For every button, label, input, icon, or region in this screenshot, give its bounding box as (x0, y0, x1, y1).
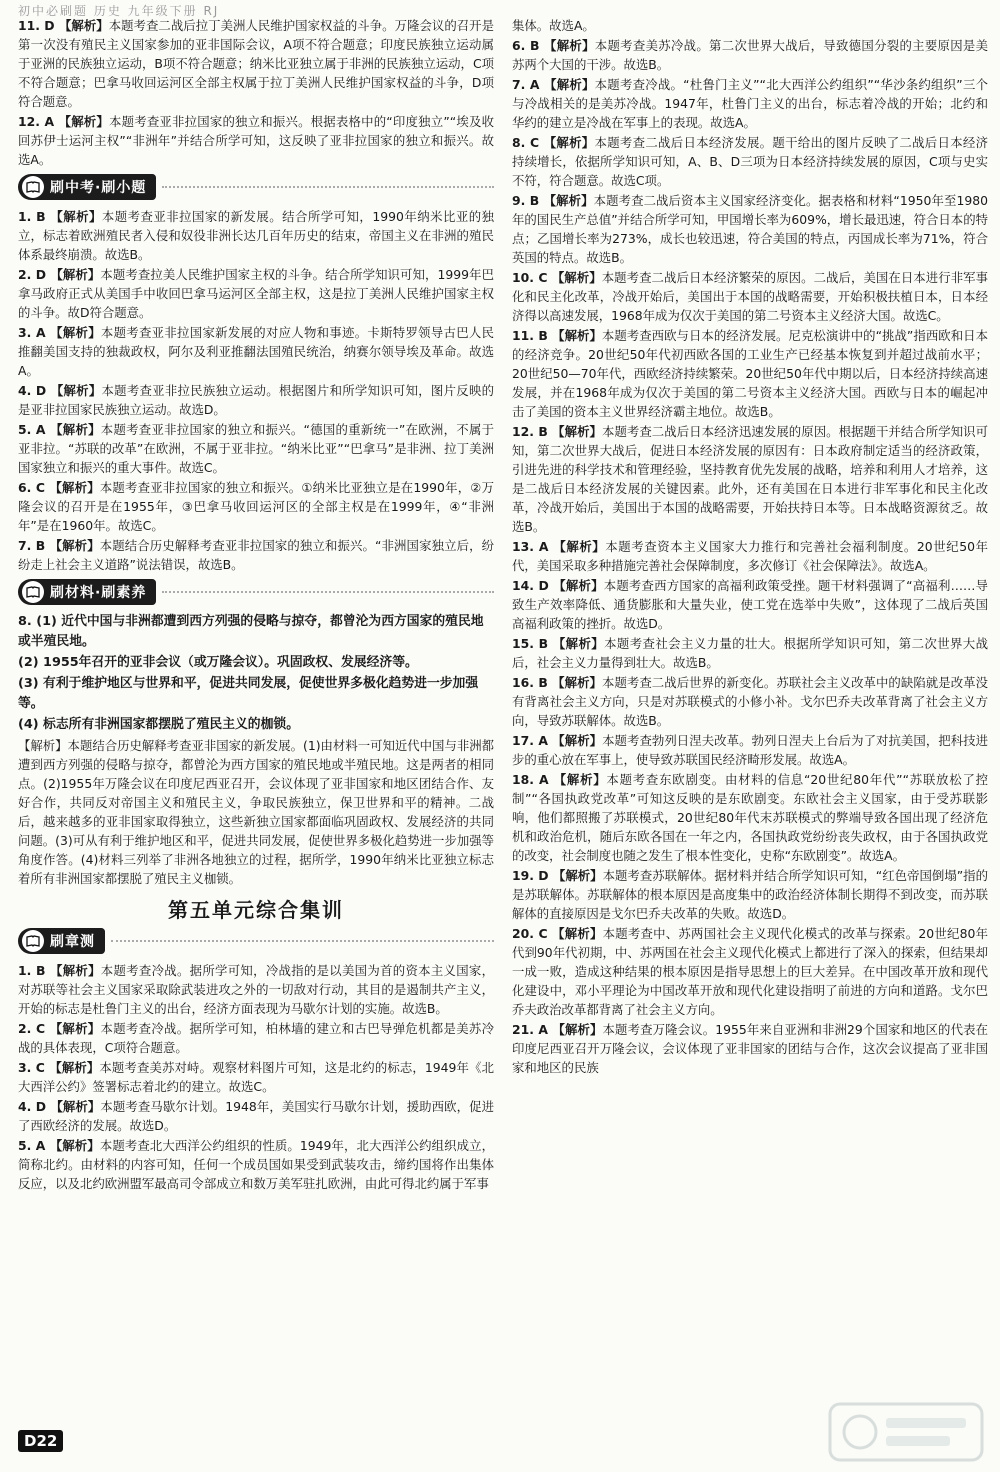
left-items-2 (18, 961, 494, 1193)
analysis-tag: 【解析】 (552, 733, 603, 748)
answer-item (18, 1097, 494, 1135)
answer-item (512, 422, 988, 536)
question-number: 16. B (512, 675, 553, 690)
analysis-tag: 【解析】 (553, 539, 606, 554)
banner-cailiao (18, 578, 494, 606)
explanation-text: 本题考查亚非拉国家的独立和振兴。“德国的重新统一”在欧洲，不属于亚非拉。“苏联的改革”在欧洲，不属于亚非拉。“纳米比亚”“巴拿马”是非洲、拉丁美洲国家独立和振兴的重大事件。故选C。 (18, 422, 495, 475)
answer-item (18, 536, 494, 574)
answer-item (18, 207, 494, 264)
answer-line: (2) 1955年召开的亚非会议（或万隆会议）。巩固政权、发展经济等。 (18, 655, 418, 670)
analysis-tag: 【解析】 (50, 1099, 101, 1114)
question-number: 4. D (18, 1099, 51, 1114)
question-number: 17. A (512, 733, 553, 748)
analysis-text: 【解析】本题结合历史解释考查亚非国家的新发展。(1)由材料一可知近代中国与非洲都遭到西方列强的侵略与掠夺，都曾沦为西方国家的殖民地或半殖民地。这是两者的相同点。(2)1955年万隆会议在印度尼西亚召开，会议体现了亚非国家和地区团结合作、友好合作，共同反对帝国主义和殖民主义，争取民族独立，保卫世界和平的精神。二战后，越来越多的亚非国家取得独立，这些新独立国家都面临巩固政权、发展经济的共同问题。(3)可从有利于维护地区和平，促进共同发展，促使世界多极化趋势进一步加强等角度作答。(4)材料三列举了非洲各地独立的过程，据所学，1990年纳米比亚独立标志着所有非洲国家都摆脱了殖民主义枷锁。 (18, 738, 495, 886)
banner-box (18, 928, 105, 954)
explanation-text: 本题考查二战后日本经济迅速发展的原因。根据题干并结合所学知识可知，第二次世界大战后，促进日本经济发展的原因有：日本政府制定适当的经济政策，引进先进的科学技术和管理经验，坚持教育优先发展的战略，培养和利用人才培养，这是二战后日本经济发展的关键因素。此外，还有美国在日本进行非军事化和民主化改革，冷战开始后，美国出于本国的战略需要，开始扶持日本等。日本战略资源贫乏。故选B。 (512, 424, 989, 534)
answer-line: (3) 有利于维护地区与世界和平，促进共同发展，促使世界多极化趋势进一步加强等。 (18, 676, 479, 711)
explanation-text: 本题考查社会主义力量的壮大。根据所学知识可知，第二次世界大战后，社会主义力量得到壮大。故选B。 (512, 636, 989, 670)
answer-item (512, 75, 988, 132)
answer-item (512, 731, 988, 769)
explanation-text: 集体。故选A。 (512, 18, 595, 33)
analysis-tag: 【解析】 (553, 578, 604, 593)
question-number: 2. C (18, 1021, 50, 1036)
analysis-tag: 【解析】 (552, 328, 602, 343)
answer-line: (4) 标志所有非洲国家都摆脱了殖民主义的枷锁。 (18, 717, 299, 732)
question-number: 1. B (18, 209, 51, 224)
analysis-tag: 【解析】 (544, 38, 595, 53)
explanation-text: 本题考查二战后日本经济发展。题干给出的图片反映了二战后日本经济持续增长，依据所学知识可知，A、B、D三项为日本经济持续发展的原因，C项与史实不符，符合题意。故选C项。 (512, 135, 989, 188)
question-number: 20. C (512, 926, 553, 941)
right-column (512, 16, 988, 1078)
answer-item (18, 112, 494, 169)
analysis-tag: 【解析】 (49, 1060, 100, 1075)
question-number: 12. B (512, 424, 553, 439)
analysis-tag: 【解析】 (50, 963, 101, 978)
question-number: 14. D (512, 578, 554, 593)
book-icon (22, 581, 44, 603)
analysis-tag: 【解析】 (49, 1138, 100, 1153)
question-number: 4. D (18, 383, 51, 398)
page-number: D22 (18, 1430, 63, 1452)
book-icon (22, 176, 44, 198)
answer-block (18, 612, 494, 735)
analysis-tag: 【解析】 (543, 135, 595, 150)
answer-item (18, 478, 494, 535)
analysis-tag: 【解析】 (58, 114, 110, 129)
question-number: 18. A (512, 772, 554, 787)
banner-zhangce (18, 927, 494, 955)
analysis-tag: 【解析】 (544, 77, 595, 92)
banner-zhongkao (18, 173, 494, 201)
explanation-text: 本题考查资本主义国家大力推行和完善社会福利制度。20世纪50年代，美国采取多种措施完善社会保障制度，多次修订《社会保障法》。故选A。 (512, 539, 988, 573)
answer-item (18, 1136, 494, 1193)
answer-item (18, 16, 494, 111)
explanation-text: 本题考查亚非拉国家新发展的对应人物和事迹。卡斯特罗领导古巴人民推翻美国支持的独裁政权，阿尔及利亚推翻法国殖民统治，纳赛尔领导埃及革命。故选A。 (18, 325, 495, 378)
answer-item (18, 265, 494, 322)
explanation-text: 本题考查二战后拉丁美洲人民维护国家权益的斗争。万隆会议的召开是第一次没有殖民主义国家参加的亚非国际会议，A项不符合题意；印度民族独立运动属于亚洲的民族独立运动，B项不符合题意；纳米比亚独立属于非洲的民族独立运动，C项不符合题意；巴拿马收回运河区全部主权属于拉丁美洲人民维护国家权益的斗争，D项符合题意。 (18, 18, 495, 109)
analysis-tag: 【解析】 (552, 675, 602, 690)
analysis-tag: 【解析】 (50, 383, 102, 398)
answer-item (512, 634, 988, 672)
analysis-tag: 【解析】 (551, 270, 602, 285)
explanation-text: 本题考查中、苏两国社会主义现代化模式的改革与探索。20世纪80年代到90年代初期，中、苏两国在社会主义现代化模式上都进行了深入的探索，但结果却一成一败，造成这种结果的根本原因是指导思想上的巨大差异。在中国改革开放和现代化建设中，邓小平理论为中国改革开放和现代化建设指明了前进的方向和道路。戈尔巴乔夫政治改革都背离了社会主义方向。 (512, 926, 989, 1017)
section-title: 第五单元综合集训 (168, 898, 344, 922)
page-header: 初中必刷题 历史 九年级下册 RJ (18, 4, 220, 18)
answer-item (18, 1019, 494, 1057)
answer-item (512, 770, 988, 865)
banner-label: 刷中考·刷小题 (50, 180, 147, 196)
explanation-text: 本题考查北大西洋公约组织的性质。1949年，北大西洋公约组织成立，简称北约。由材料的内容可知，任何一个成员国如果受到武装攻击，缔约国将作出集体反应，以及北约欧洲盟军最高司令部成立和数万美军驻扎欧洲，由此可得北约属于军事 (18, 1138, 495, 1191)
explanation-text: 本题考查西欧与日本的经济发展。尼克松演讲中的“挑战”指西欧和日本的经济竞争。20世纪50年代初西欧各国的工业生产已经基本恢复到并超过战前水平；20世纪50—70年代，西欧经济持续繁荣。20世纪50年代中期以后，日本经济持续高速发展，并在1968年成为仅次于美国的第二号资本主义经济大国。西欧与日本的崛起冲击了美国的资本主义世界经济霸主地位。故选B。 (512, 328, 988, 419)
explanation-text: 本题考查冷战。“杜鲁门主义”“北大西洋公约组织”“华沙条约组织”三个与冷战相关的是美苏冷战。1947年，杜鲁门主义的出台，标志着冷战的开始；北约和华约的建立是冷战在军事上的表现。故选A。 (512, 77, 989, 130)
question-number: 13. A (512, 539, 554, 554)
analysis-tag: 【解析】 (552, 926, 603, 941)
explanation-text: 本题考查冷战。据所学可知，柏林墙的建立和古巴导弹危机都是美苏冷战的具体表现，C项符合题意。 (18, 1021, 495, 1055)
explanation-text: 本题考查勃列日涅夫改革。勃列日涅夫上台后为了对抗美国，把科技进步的重心放在军事上，使导致苏联国民经济畸形发展。故选A。 (512, 733, 989, 767)
banner-divider (162, 186, 494, 188)
left-items-1 (18, 207, 494, 574)
explanation-text: 本题考查拉美人民维护国家主权的斗争。结合所学知识可知，1999年巴拿马政府正式从美国手中收回巴拿马运河区全部主权，这是拉丁美洲人民维护国家主权的斗争。故D符合题意。 (18, 267, 494, 320)
book-icon (22, 930, 44, 952)
answer-line: 8. (1) 近代中国与非洲都遭到西方列强的侵略与掠夺，都曾沦为西方国家的殖民地或半殖民地。 (18, 614, 484, 649)
answer-item (18, 961, 494, 1018)
watermark-logo (826, 1400, 986, 1464)
analysis-tag: 【解析】 (50, 422, 101, 437)
explanation-text: 本题考查亚非拉国家的新发展。结合所学可知，1990年纳米比亚的独立，标志着欧洲殖民者入侵和奴役非洲长达几百年历史的结束，帝国主义在非洲的殖民体系最终崩溃。故选B。 (18, 209, 494, 262)
question-number: 3. C (18, 1060, 50, 1075)
question-number: 8. C (512, 135, 544, 150)
left-column (18, 16, 494, 1194)
explanation-text: 本题考查亚非拉民族独立运动。根据图片和所学知识可知，图片反映的是亚非拉国家民族独立运动。故选D。 (18, 383, 495, 417)
analysis-tag: 【解析】 (543, 193, 594, 208)
analysis-tag: 【解析】 (50, 267, 101, 282)
right-items (512, 16, 988, 1077)
analysis-tag: 【解析】 (552, 1022, 603, 1037)
question-number: 3. A (18, 325, 51, 340)
left-top-items (18, 16, 494, 169)
answer-item (512, 191, 988, 267)
answer-item (18, 420, 494, 477)
answer-item (512, 576, 988, 633)
answer-item (512, 326, 988, 421)
banner-label: 刷材料·刷素养 (50, 585, 147, 601)
analysis-tag: 【解析】 (58, 18, 109, 33)
question-number: 19. D (512, 868, 553, 883)
question-number: 6. B (512, 38, 545, 53)
explanation-text: 本题考查苏联解体。据材料并结合所学知识可知，“红色帝国倒塌”指的是苏联解体。苏联解体的根本原因是高度集中的政治经济体制长期得不到改变，而苏联解体的直接原因是戈尔巴乔夫改革的失败。故选D。 (512, 868, 988, 921)
question-number: 9. B (512, 193, 544, 208)
question-number: 2. D (18, 267, 51, 282)
analysis-tag: 【解析】 (50, 325, 101, 340)
answer-item (512, 537, 988, 575)
banner-divider (111, 940, 494, 942)
explanation-text: 本题考查万隆会议。1955年来自亚洲和非洲29个国家和地区的代表在印度尼西亚召开万隆会议，会议体现了亚非国家的团结与合作，这次会议提高了亚非国家和地区的民族 (512, 1022, 989, 1075)
analysis-tag: 【解析】 (49, 538, 100, 553)
banner-divider (162, 591, 494, 593)
answer-item (18, 323, 494, 380)
question-number: 1. B (18, 963, 51, 978)
question-number: 10. C (512, 270, 552, 285)
answer-item (512, 268, 988, 325)
analysis-tag: 【解析】 (49, 480, 100, 495)
answer-item (18, 1058, 494, 1096)
banner-label: 刷章测 (50, 934, 95, 950)
analysis-tag: 【解析】 (552, 424, 602, 439)
analysis-tag: 【解析】 (553, 772, 607, 787)
analysis-tag: 【解析】 (552, 868, 603, 883)
explanation-text: 本题考查二战后日本经济繁荣的原因。二战后，美国在日本进行非军事化和民主化改革，冷战开始后，美国出于本国的战略需要，开始积极扶植日本，日本经济得以高速发展，1968年成为仅次于美国的第二号资本主义经济大国。故选C。 (512, 270, 989, 323)
explanation-text: 本题考查亚非拉国家的独立和振兴。①纳米比亚独立是在1990年，②万隆会议的召开是在1955年，③巴拿马收回运河区的全部主权是在1999年，④“非洲年”是在1960年。故选C。 (18, 480, 495, 533)
explanation-text: 本题考查冷战。据所学可知，冷战指的是以美国为首的资本主义国家，对苏联等社会主义国家采取除武装进攻之外的一切敌对行动，其目的是遏制共产主义，开始的标志是杜鲁门主义的出台，经济方面表现为马歇尔计划的实施。故选B。 (18, 963, 495, 1016)
explanation-text: 本题考查美苏冷战。第二次世界大战后，导致德国分裂的主要原因是美苏两个大国的干涉。故选B。 (512, 38, 989, 72)
answer-item (512, 866, 988, 923)
answer-item (512, 924, 988, 1019)
answer-item (512, 133, 988, 190)
banner-box (18, 579, 156, 605)
answer-item (512, 36, 988, 74)
question-number: 21. A (512, 1022, 553, 1037)
question-number: 5. A (18, 1138, 50, 1153)
answer-item (512, 673, 988, 730)
question-number: 5. A (18, 422, 51, 437)
explanation-text: 本题考查东欧剧变。由材料的信息“20世纪80年代”“苏联放松了控制”“各国执政党改革”可知这反映的是东欧剧变。东欧社会主义国家，由于受苏联影响，他们都照搬了苏联模式，20世纪80年代末苏联模式的弊端导致各国出现了经济危机和政治危机，随后东欧各国在一年之内，各国执政党纷纷丧失政权，由于各国执政党的改变，社会制度也随之发生了根本性变化，史称“东欧剧变”。故选A。 (512, 772, 989, 863)
banner-box (18, 174, 156, 200)
answer-item (18, 381, 494, 419)
explanation-text: 本题考查马歇尔计划。1948年，美国实行马歇尔计划，援助西欧，促进了西欧经济的发展。故选D。 (18, 1099, 494, 1133)
question-number: 11. B (512, 328, 553, 343)
answer-item (512, 16, 988, 35)
analysis-tag: 【解析】 (49, 1021, 101, 1036)
explanation-text: 本题考查西方国家的高福利政策受挫。题干材料强调了“高福利……导致生产效率降低、通货膨胀和大量失业，使工党在选举中失败”，这体现了二战后英国高福利政策的挫折。故选D。 (512, 578, 989, 631)
explanation-text: 本题结合历史解释考查亚非拉国家的独立和振兴。“非洲国家独立后，纷纷走上社会主义道路”说法错误，故选B。 (18, 538, 495, 572)
question-number: 12. A (18, 114, 59, 129)
question-number: 11. D (18, 18, 59, 33)
question-number: 7. B (18, 538, 50, 553)
question-number: 15. B (512, 636, 553, 651)
answer-item (512, 1020, 988, 1077)
question-number: 6. C (18, 480, 50, 495)
analysis-tag: 【解析】 (552, 636, 605, 651)
analysis-tag: 【解析】 (50, 209, 102, 224)
explanation-text: 本题考查美苏对峙。观察材料图片可知，这是北约的标志，1949年《北大西洋公约》签署标志着北约的建立。故选C。 (18, 1060, 494, 1094)
question-number: 7. A (512, 77, 545, 92)
explanation-text: 本题考查二战后世界的新变化。苏联社会主义改革中的缺陷就是改革没有背离社会主义方向，只是对苏联模式的小修小补。戈尔巴乔夫改革背离了社会主义方向，导致苏联解体。故选B。 (512, 675, 989, 728)
explanation-text: 本题考查二战后资本主义国家经济变化。据表格和材料“1950年至1980年的国民生产总值”并结合所学可知，甲国增长率为609%，增长最迅速，符合日本的特点；乙国增长率为273%，成长也较迅速，符合美国的特点，丙国成长率为71%，符合英国的特点。故选B。 (512, 193, 988, 265)
explanation-text: 本题考查亚非拉国家的独立和振兴。根据表格中的“印度独立”“埃及收回苏伊士运河主权”“非洲年”并结合所学可知，这反映了亚非拉国家的独立和振兴。故选A。 (18, 114, 494, 167)
